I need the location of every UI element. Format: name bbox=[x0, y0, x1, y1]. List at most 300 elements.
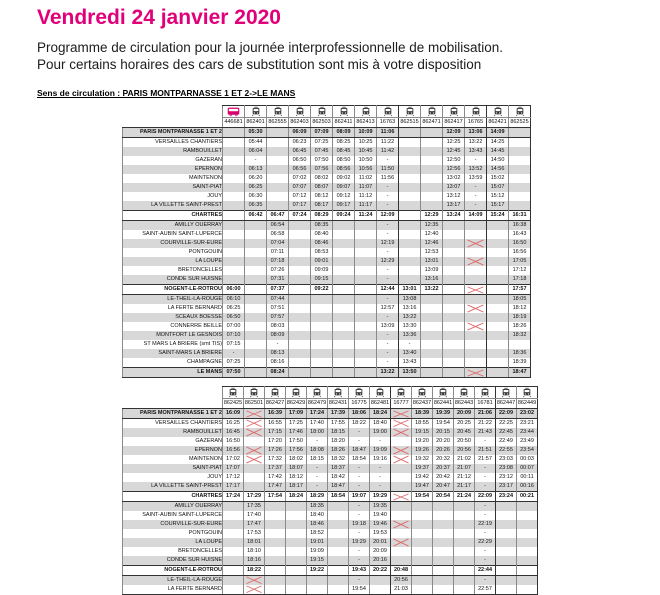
time-cell: 20:15 bbox=[433, 428, 454, 437]
cancelled-mark-icon bbox=[391, 455, 411, 464]
station-cell: PONTGOUIN bbox=[123, 248, 223, 257]
time-cell bbox=[289, 295, 311, 305]
train-icon bbox=[339, 106, 349, 117]
time-cell bbox=[333, 230, 355, 239]
time-cell: 16:56 bbox=[509, 248, 531, 257]
time-cell bbox=[223, 538, 244, 547]
time-cell bbox=[487, 221, 509, 231]
time-cell bbox=[223, 138, 245, 148]
time-cell bbox=[355, 304, 377, 313]
time-cell bbox=[412, 556, 433, 566]
cancelled-mark-icon bbox=[391, 538, 411, 547]
time-cell: 13:06 bbox=[465, 128, 487, 138]
time-cell: - bbox=[377, 230, 399, 239]
intro-paragraph bbox=[37, 39, 503, 73]
train-number: 862401 bbox=[245, 118, 267, 128]
time-cell: 19:47 bbox=[412, 482, 433, 492]
time-cell: 20:56 bbox=[391, 576, 412, 586]
time-cell bbox=[289, 313, 311, 322]
time-cell: 20:22 bbox=[370, 566, 391, 576]
time-cell bbox=[487, 248, 509, 257]
time-cell bbox=[328, 529, 349, 538]
train-icon bbox=[361, 106, 371, 117]
train-icon-cell bbox=[443, 106, 465, 118]
time-cell: 18:40 bbox=[307, 511, 328, 520]
time-cell bbox=[465, 275, 487, 285]
time-cell: 19:20 bbox=[412, 437, 433, 446]
time-cell bbox=[509, 183, 531, 192]
time-cell: 21:06 bbox=[475, 409, 496, 419]
train-icon-cell bbox=[509, 106, 531, 118]
time-cell bbox=[355, 295, 377, 305]
time-cell: 19:42 bbox=[412, 473, 433, 482]
time-cell bbox=[399, 156, 421, 165]
station-cell: BRETONCELLES bbox=[123, 547, 223, 556]
time-cell bbox=[333, 349, 355, 358]
time-cell bbox=[443, 349, 465, 358]
station-cell: LA FERTE BERNARD bbox=[123, 585, 223, 595]
time-cell: 00:07 bbox=[517, 464, 538, 473]
time-cell: 16:56 bbox=[223, 446, 244, 455]
time-cell bbox=[465, 239, 487, 248]
train-number: 862429 bbox=[286, 399, 307, 409]
time-cell: 18:37 bbox=[328, 464, 349, 473]
train-icon bbox=[471, 106, 481, 117]
cancelled-mark-icon bbox=[244, 446, 264, 455]
time-cell bbox=[286, 502, 307, 512]
time-cell: 00:16 bbox=[517, 482, 538, 492]
cancelled-mark-icon bbox=[391, 446, 411, 455]
time-cell: 11:56 bbox=[377, 174, 399, 183]
time-cell: 13:43 bbox=[465, 147, 487, 156]
time-cell bbox=[509, 201, 531, 211]
train-number: 862441 bbox=[433, 399, 454, 409]
table-row bbox=[123, 147, 531, 156]
intro-line-1: Programme de circulation pour la journée interprofessionnelle de mobilisation. bbox=[37, 40, 504, 55]
time-cell bbox=[509, 147, 531, 156]
time-cell bbox=[433, 538, 454, 547]
time-cell: 07:24 bbox=[289, 211, 311, 221]
time-cell bbox=[265, 556, 286, 566]
time-cell bbox=[286, 547, 307, 556]
time-cell bbox=[223, 520, 244, 529]
time-cell bbox=[286, 529, 307, 538]
time-cell: - bbox=[475, 556, 496, 566]
time-cell bbox=[244, 482, 265, 492]
time-cell bbox=[487, 322, 509, 331]
time-cell bbox=[399, 230, 421, 239]
time-cell bbox=[289, 285, 311, 295]
time-cell bbox=[443, 239, 465, 248]
train-number: 862525 bbox=[509, 118, 531, 128]
time-cell: 09:17 bbox=[333, 201, 355, 211]
time-cell: 11:02 bbox=[355, 174, 377, 183]
time-cell bbox=[465, 295, 487, 305]
time-cell bbox=[311, 304, 333, 313]
train-icon bbox=[417, 387, 427, 398]
time-cell bbox=[289, 358, 311, 368]
time-cell bbox=[399, 147, 421, 156]
table-row bbox=[123, 368, 531, 378]
time-cell bbox=[223, 266, 245, 275]
time-cell: 18:46 bbox=[307, 520, 328, 529]
time-cell: 06:09 bbox=[289, 128, 311, 138]
time-cell: 21:07 bbox=[454, 464, 475, 473]
time-cell bbox=[454, 547, 475, 556]
train-icon bbox=[295, 106, 305, 117]
time-cell: 16:43 bbox=[509, 230, 531, 239]
time-cell bbox=[399, 239, 421, 248]
time-cell: - bbox=[465, 183, 487, 192]
station-cell: SAINT-AUBIN SAINT-LUPERCE bbox=[123, 511, 223, 520]
time-cell: - bbox=[307, 437, 328, 446]
table-row bbox=[123, 331, 531, 340]
train-icon bbox=[291, 387, 301, 398]
time-cell bbox=[454, 566, 475, 576]
time-cell: - bbox=[349, 547, 370, 556]
time-cell bbox=[311, 295, 333, 305]
time-cell bbox=[265, 547, 286, 556]
time-cell: 08:16 bbox=[267, 358, 289, 368]
station-cell: LA LOUPE bbox=[123, 257, 223, 266]
time-cell bbox=[223, 192, 245, 201]
time-cell bbox=[454, 529, 475, 538]
table-row bbox=[123, 239, 531, 248]
train-number: 862515 bbox=[399, 118, 421, 128]
time-cell bbox=[245, 275, 267, 285]
time-cell bbox=[399, 183, 421, 192]
time-cell bbox=[289, 275, 311, 285]
time-cell: - bbox=[377, 340, 399, 349]
table-row bbox=[123, 358, 531, 368]
train-number: 862481 bbox=[370, 399, 391, 409]
train-number: 16775 bbox=[349, 399, 370, 409]
time-cell bbox=[412, 585, 433, 595]
time-cell: 20:20 bbox=[433, 437, 454, 446]
time-cell bbox=[433, 520, 454, 529]
time-cell bbox=[328, 502, 349, 512]
time-cell bbox=[391, 482, 412, 492]
time-cell: 06:47 bbox=[267, 211, 289, 221]
train-number: 446681 bbox=[223, 118, 245, 128]
station-cell: SAINT-MARS LA BRIERE bbox=[123, 349, 223, 358]
time-cell: 07:02 bbox=[289, 174, 311, 183]
time-cell bbox=[496, 538, 517, 547]
table-row bbox=[123, 340, 531, 349]
time-cell: 17:09 bbox=[286, 409, 307, 419]
train-icon bbox=[228, 387, 238, 398]
time-cell: 13:02 bbox=[443, 174, 465, 183]
time-cell bbox=[421, 368, 443, 378]
time-cell bbox=[454, 511, 475, 520]
time-cell bbox=[465, 322, 487, 331]
time-cell bbox=[370, 585, 391, 595]
time-cell: - bbox=[349, 473, 370, 482]
time-cell bbox=[391, 446, 412, 455]
time-cell bbox=[244, 409, 265, 419]
time-cell bbox=[517, 547, 538, 556]
time-cell bbox=[245, 340, 267, 349]
time-cell bbox=[487, 295, 509, 305]
time-cell: 12:44 bbox=[377, 285, 399, 295]
time-cell: - bbox=[475, 576, 496, 586]
train-icon-cell bbox=[333, 106, 355, 118]
time-cell bbox=[443, 221, 465, 231]
time-cell: 22:09 bbox=[496, 409, 517, 419]
time-cell bbox=[443, 295, 465, 305]
train-icon bbox=[480, 387, 490, 398]
time-cell: 13:43 bbox=[399, 358, 421, 368]
time-cell: - bbox=[377, 183, 399, 192]
time-cell: - bbox=[377, 313, 399, 322]
time-cell bbox=[245, 358, 267, 368]
time-cell bbox=[412, 502, 433, 512]
time-cell: 15:02 bbox=[487, 174, 509, 183]
time-cell: 18:12 bbox=[509, 304, 531, 313]
time-cell bbox=[355, 248, 377, 257]
time-cell bbox=[289, 304, 311, 313]
time-cell: 17:55 bbox=[328, 419, 349, 429]
time-cell bbox=[267, 147, 289, 156]
time-cell: - bbox=[377, 201, 399, 211]
time-cell: - bbox=[465, 201, 487, 211]
time-cell bbox=[245, 368, 267, 378]
time-cell bbox=[311, 322, 333, 331]
time-cell: - bbox=[349, 511, 370, 520]
time-cell bbox=[355, 275, 377, 285]
time-cell: 20:26 bbox=[433, 446, 454, 455]
table-row bbox=[123, 409, 538, 419]
time-cell: 17:35 bbox=[244, 502, 265, 512]
train-icon bbox=[317, 106, 327, 117]
train-number-row bbox=[123, 399, 538, 409]
time-cell bbox=[421, 358, 443, 368]
time-cell bbox=[421, 165, 443, 174]
time-cell: - bbox=[370, 464, 391, 473]
time-cell: 09:01 bbox=[311, 257, 333, 266]
time-cell: 18:32 bbox=[328, 455, 349, 464]
time-cell: 08:35 bbox=[311, 221, 333, 231]
time-cell: 19:54 bbox=[349, 585, 370, 595]
time-cell: 19:39 bbox=[433, 409, 454, 419]
table-row bbox=[123, 211, 531, 221]
time-cell bbox=[465, 285, 487, 295]
time-cell: 08:02 bbox=[311, 174, 333, 183]
time-cell bbox=[399, 257, 421, 266]
time-cell bbox=[223, 165, 245, 174]
time-cell bbox=[245, 248, 267, 257]
time-cell bbox=[244, 446, 265, 455]
time-cell: 13:59 bbox=[465, 174, 487, 183]
time-cell bbox=[307, 585, 328, 595]
time-cell: 18:47 bbox=[349, 446, 370, 455]
table-row bbox=[123, 192, 531, 201]
train-icon-cell bbox=[421, 106, 443, 118]
corner-cell bbox=[123, 387, 223, 399]
train-icon bbox=[459, 387, 469, 398]
time-cell: 21:24 bbox=[454, 492, 475, 502]
time-cell bbox=[289, 248, 311, 257]
time-cell: 19:29 bbox=[370, 492, 391, 502]
time-cell: 10:45 bbox=[355, 147, 377, 156]
time-cell: 08:25 bbox=[333, 138, 355, 148]
time-cell: 07:00 bbox=[223, 322, 245, 331]
time-cell: 13:22 bbox=[377, 368, 399, 378]
train-icon bbox=[515, 106, 525, 117]
time-cell: 09:12 bbox=[333, 192, 355, 201]
time-cell: 17:39 bbox=[328, 409, 349, 419]
time-cell: 17:50 bbox=[286, 437, 307, 446]
time-cell bbox=[267, 128, 289, 138]
time-cell: 07:56 bbox=[311, 165, 333, 174]
train-number: 862503 bbox=[311, 118, 333, 128]
time-cell: 06:45 bbox=[289, 147, 311, 156]
time-cell bbox=[223, 221, 245, 231]
time-cell: 17:18 bbox=[509, 275, 531, 285]
time-cell bbox=[399, 211, 421, 221]
time-cell bbox=[333, 248, 355, 257]
time-cell bbox=[421, 183, 443, 192]
time-cell: 19:46 bbox=[370, 520, 391, 529]
time-cell: 19:43 bbox=[349, 566, 370, 576]
time-cell bbox=[509, 340, 531, 349]
time-cell bbox=[267, 192, 289, 201]
time-cell: 18:24 bbox=[370, 409, 391, 419]
time-cell bbox=[517, 556, 538, 566]
time-cell: 18:15 bbox=[307, 455, 328, 464]
time-cell: - bbox=[349, 464, 370, 473]
time-cell: 07:07 bbox=[289, 183, 311, 192]
time-cell: 20:09 bbox=[370, 547, 391, 556]
table-row bbox=[123, 295, 531, 305]
table-row bbox=[123, 428, 538, 437]
time-cell: 07:04 bbox=[267, 239, 289, 248]
time-cell bbox=[289, 221, 311, 231]
time-cell: 19:32 bbox=[412, 455, 433, 464]
time-cell: 18:54 bbox=[349, 455, 370, 464]
time-cell bbox=[443, 313, 465, 322]
time-cell bbox=[443, 322, 465, 331]
station-cell: EPERNON bbox=[123, 446, 223, 455]
time-cell: - bbox=[475, 502, 496, 512]
time-cell: 19:40 bbox=[370, 511, 391, 520]
train-icon bbox=[449, 106, 459, 117]
time-cell bbox=[245, 221, 267, 231]
time-cell: 19:22 bbox=[307, 566, 328, 576]
timetable bbox=[122, 386, 538, 595]
time-cell: 16:50 bbox=[223, 437, 244, 446]
time-cell: 18:06 bbox=[349, 409, 370, 419]
time-cell bbox=[355, 257, 377, 266]
time-cell: 13:12 bbox=[443, 192, 465, 201]
time-cell: - bbox=[349, 428, 370, 437]
time-cell: 13:50 bbox=[399, 368, 421, 378]
time-cell: 12:50 bbox=[443, 156, 465, 165]
time-cell bbox=[443, 358, 465, 368]
time-cell: 18:47 bbox=[328, 482, 349, 492]
time-cell bbox=[289, 239, 311, 248]
table-row bbox=[123, 437, 538, 446]
time-cell bbox=[286, 566, 307, 576]
time-cell: 12:25 bbox=[443, 138, 465, 148]
time-cell: 06:23 bbox=[289, 138, 311, 148]
time-cell: 17:17 bbox=[223, 482, 244, 492]
time-cell bbox=[311, 358, 333, 368]
train-icon-cell bbox=[245, 106, 267, 118]
time-cell: 13:16 bbox=[421, 275, 443, 285]
time-cell: 08:12 bbox=[311, 192, 333, 201]
time-cell: 17:32 bbox=[265, 455, 286, 464]
time-cell: - bbox=[370, 473, 391, 482]
station-cell: LE-THEIL-LA-ROUGE bbox=[123, 576, 223, 586]
time-cell: 12:57 bbox=[377, 304, 399, 313]
train-number: 862471 bbox=[421, 118, 443, 128]
time-cell bbox=[465, 368, 487, 378]
time-cell: 14:09 bbox=[465, 211, 487, 221]
time-cell: 16:38 bbox=[509, 221, 531, 231]
cancelled-mark-icon bbox=[391, 419, 411, 428]
cancelled-mark-icon bbox=[465, 239, 486, 248]
time-cell bbox=[412, 520, 433, 529]
train-number: 862447 bbox=[496, 399, 517, 409]
time-cell bbox=[465, 331, 487, 340]
time-cell bbox=[443, 275, 465, 285]
time-cell bbox=[311, 331, 333, 340]
train-icon-cell bbox=[349, 387, 370, 399]
time-cell bbox=[286, 511, 307, 520]
time-cell bbox=[333, 322, 355, 331]
time-cell bbox=[245, 349, 267, 358]
time-cell bbox=[412, 547, 433, 556]
time-cell: 08:40 bbox=[311, 230, 333, 239]
time-cell bbox=[487, 331, 509, 340]
time-cell bbox=[421, 322, 443, 331]
time-cell: 08:09 bbox=[333, 128, 355, 138]
train-number: 862421 bbox=[487, 118, 509, 128]
train-icon bbox=[522, 387, 532, 398]
train-icon-cell bbox=[433, 387, 454, 399]
time-cell: 13:40 bbox=[399, 349, 421, 358]
time-cell: 17:12 bbox=[509, 266, 531, 275]
time-cell bbox=[443, 257, 465, 266]
time-cell bbox=[245, 322, 267, 331]
time-cell bbox=[244, 473, 265, 482]
station-cell: AMILLY OUERRAY bbox=[123, 502, 223, 512]
table-row bbox=[123, 221, 531, 231]
time-cell bbox=[487, 266, 509, 275]
cancelled-mark-icon bbox=[465, 286, 486, 294]
station-cell: CONDE SUR HUISNE bbox=[123, 275, 223, 285]
cancelled-mark-icon bbox=[244, 428, 264, 437]
time-cell: 07:51 bbox=[267, 304, 289, 313]
time-cell bbox=[454, 520, 475, 529]
time-cell: 18:42 bbox=[328, 473, 349, 482]
time-cell: - bbox=[370, 437, 391, 446]
train-icon bbox=[354, 387, 364, 398]
train-icon-cell bbox=[311, 106, 333, 118]
time-cell: 20:50 bbox=[454, 437, 475, 446]
time-cell: 07:26 bbox=[267, 266, 289, 275]
station-cell: PARIS MONTPARNASSE 1 ET 2 bbox=[123, 128, 223, 138]
cancelled-mark-icon bbox=[244, 419, 264, 428]
train-icon-cell bbox=[223, 387, 244, 399]
time-cell bbox=[496, 566, 517, 576]
time-cell: 08:53 bbox=[311, 248, 333, 257]
time-cell bbox=[443, 248, 465, 257]
time-cell bbox=[391, 538, 412, 547]
time-cell bbox=[465, 340, 487, 349]
train-icon-cell bbox=[454, 387, 475, 399]
